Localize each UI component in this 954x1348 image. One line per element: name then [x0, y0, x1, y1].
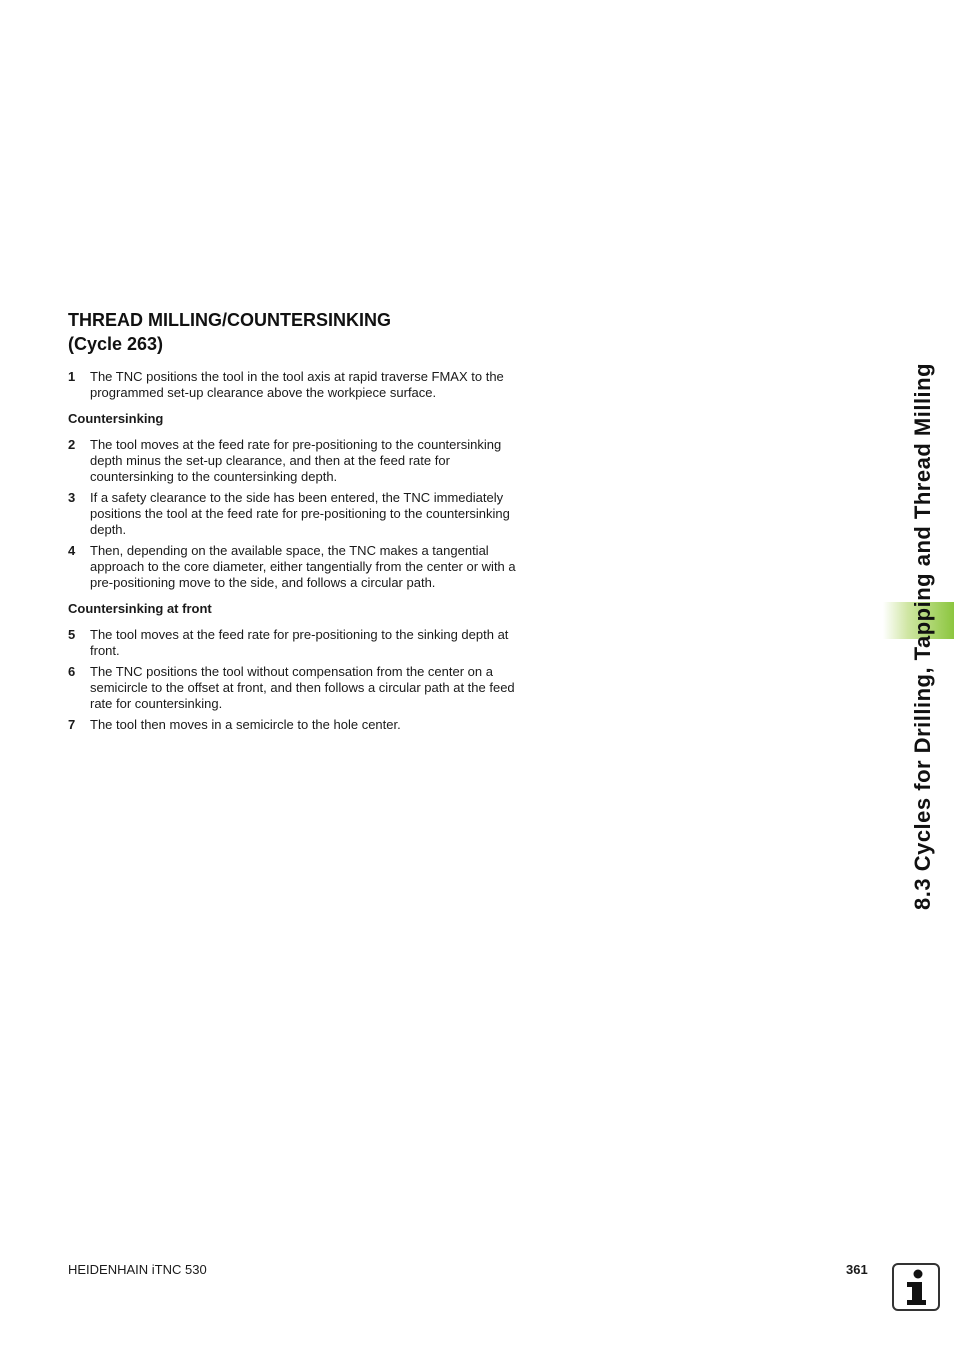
section-title-line2: (Cycle 263): [68, 334, 164, 354]
step-text: Then, depending on the available space, the TNC makes a tangential approach to the core diameter, either tangentially from the center or with a pre-positioning move to the side, and follows a circular path.: [90, 543, 516, 590]
list-item: [68, 543, 518, 591]
step-text: The TNC positions the tool in the tool axis at rapid traverse FMAX to the programmed set-up clearance above the workpiece surface.: [90, 369, 504, 400]
step-text: The tool moves at the feed rate for pre-positioning to the countersinking depth minus the set-up clearance, and then at the feed rate for countersinking to the countersinking depth.: [90, 437, 502, 484]
section-title-line1: THREAD MILLING/COUNTERSINKING: [68, 310, 391, 330]
list-item: [68, 717, 518, 733]
steps-countersinking-list: [68, 437, 518, 591]
subheading-countersinking: Countersinking: [68, 411, 164, 426]
step-number: 2: [68, 437, 76, 452]
step-text: The tool then moves in a semicircle to the hole center.: [90, 717, 401, 732]
list-item: [68, 490, 518, 538]
step-text: If a safety clearance to the side has been entered, the TNC immediately positions the tool at the feed rate for pre-positioning to the countersinking depth.: [90, 490, 510, 537]
list-item: [68, 369, 518, 401]
step-number: 5: [68, 627, 76, 642]
step-number: 6: [68, 664, 76, 679]
list-item: [68, 664, 518, 712]
step-number: 1: [68, 369, 76, 384]
step-text: The tool moves at the feed rate for pre-positioning to the sinking depth at front.: [90, 627, 509, 658]
list-item: [68, 627, 518, 659]
section-title: [68, 308, 518, 356]
step-number: 3: [68, 490, 76, 505]
main-content: [68, 308, 518, 738]
step-text: The TNC positions the tool without compensation from the center on a semicircle to the offset at front, and then follows a circular path at the feed rate for countersinking.: [90, 664, 515, 711]
footer-manual-name: HEIDENHAIN iTNC 530: [68, 1262, 207, 1277]
page-number: 361: [846, 1262, 868, 1277]
chapter-side-heading: 8.3 Cycles for Drilling, Tapping and Thread Milling: [910, 362, 935, 910]
list-item: [68, 437, 518, 485]
steps-intro-list: [68, 369, 518, 401]
step-number: 4: [68, 543, 76, 558]
info-icon: [892, 1263, 940, 1311]
info-icon-glyph: [894, 1265, 938, 1309]
subheading-front: Countersinking at front: [68, 601, 212, 616]
steps-front-list: [68, 627, 518, 733]
step-number: 7: [68, 717, 76, 732]
